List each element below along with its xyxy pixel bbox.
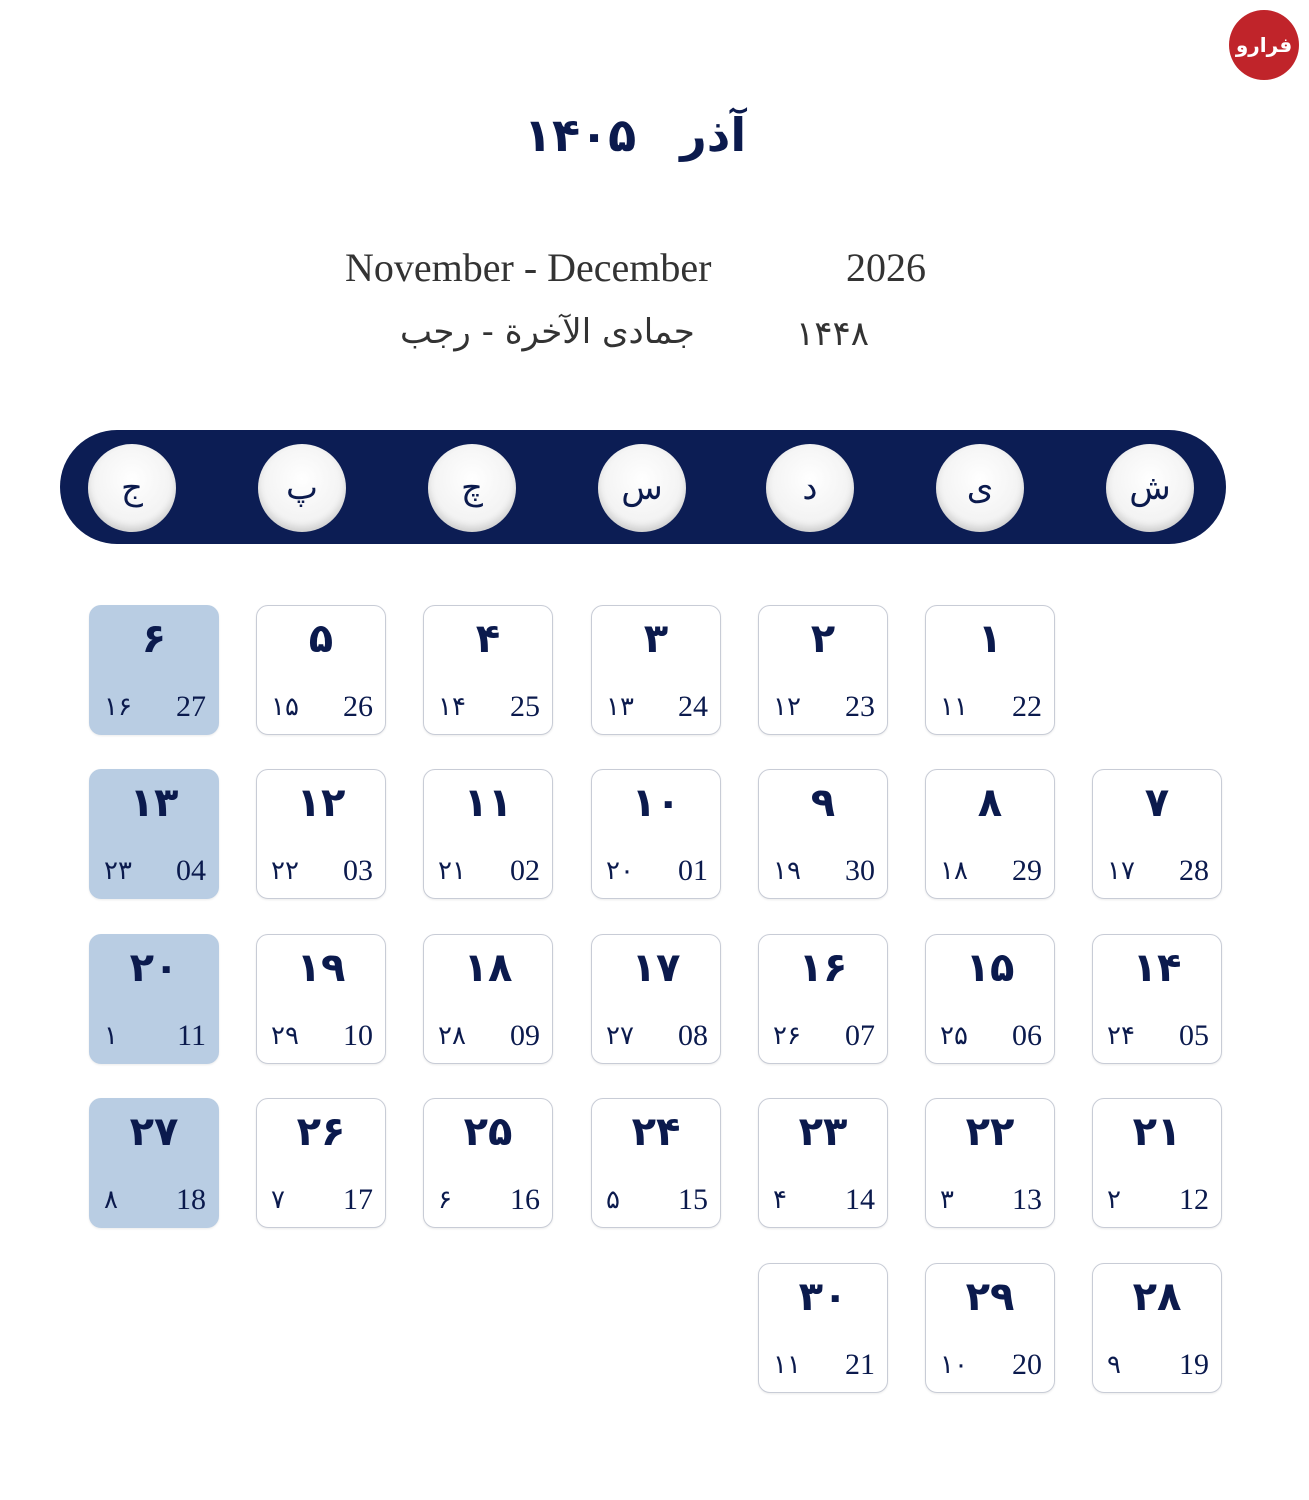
hijri-day-number: ۱۵ <box>271 692 299 722</box>
day-cell[interactable] <box>423 769 553 899</box>
solar-day-number: ۱۳ <box>129 780 179 826</box>
solar-day-number: ۲ <box>810 616 836 662</box>
solar-day-number: ۱۶ <box>798 945 848 991</box>
gregorian-months: November - December <box>345 245 712 290</box>
hijri-day-number: ۲ <box>1107 1185 1121 1215</box>
day-cell[interactable] <box>925 769 1055 899</box>
solar-day-number: ۱۸ <box>463 945 513 991</box>
day-cell[interactable] <box>423 1098 553 1228</box>
solar-day-number: ۲۱ <box>1132 1109 1182 1155</box>
solar-day-number: ۳۰ <box>798 1274 848 1320</box>
solar-day-number: ۲۳ <box>798 1109 848 1155</box>
gregorian-day-number: 04 <box>176 854 206 887</box>
solar-day-number: ۳ <box>643 616 669 662</box>
gregorian-day-number: 27 <box>176 690 206 723</box>
weekday-wednesday: چ <box>428 444 516 532</box>
day-cell[interactable] <box>256 769 386 899</box>
hijri-day-number: ۲۳ <box>104 856 132 886</box>
solar-day-number: ۱ <box>977 616 1003 662</box>
gregorian-day-number: 10 <box>343 1019 373 1052</box>
day-cell[interactable] <box>1092 934 1222 1064</box>
weekday-sunday: ی <box>936 444 1024 532</box>
hijri-day-number: ۱۰ <box>940 1350 968 1380</box>
day-cell[interactable] <box>89 934 219 1064</box>
solar-day-number: ۸ <box>977 780 1003 826</box>
hijri-day-number: ۷ <box>271 1185 285 1215</box>
hijri-day-number: ۱۲ <box>773 692 801 722</box>
day-cell[interactable] <box>925 934 1055 1064</box>
gregorian-day-number: 29 <box>1012 854 1042 887</box>
gregorian-day-number: 11 <box>177 1019 206 1052</box>
solar-day-number: ۷ <box>1144 780 1170 826</box>
weekday-bar <box>60 430 1226 544</box>
solar-day-number: ۱۴ <box>1132 945 1182 991</box>
gregorian-day-number: 22 <box>1012 690 1042 723</box>
solar-day-number: ۶ <box>141 616 167 662</box>
day-cell[interactable] <box>256 1098 386 1228</box>
gregorian-day-number: 24 <box>678 690 708 723</box>
solar-day-number: ۲۶ <box>296 1109 346 1155</box>
solar-day-number: ۲۴ <box>631 1109 681 1155</box>
solar-day-number: ۹ <box>810 780 836 826</box>
hijri-day-number: ۱۸ <box>940 856 968 886</box>
weekday-thursday: پ <box>258 444 346 532</box>
gregorian-day-number: 19 <box>1179 1348 1209 1381</box>
day-cell[interactable] <box>89 769 219 899</box>
hijri-months: جمادی الآخرة - رجب <box>400 312 695 352</box>
hijri-day-number: ۴ <box>773 1185 787 1215</box>
day-cell[interactable] <box>256 934 386 1064</box>
day-cell[interactable] <box>591 1098 721 1228</box>
gregorian-day-number: 08 <box>678 1019 708 1052</box>
gregorian-day-number: 05 <box>1179 1019 1209 1052</box>
gregorian-day-number: 06 <box>1012 1019 1042 1052</box>
gregorian-day-number: 01 <box>678 854 708 887</box>
gregorian-year: 2026 <box>846 245 926 290</box>
gregorian-day-number: 25 <box>510 690 540 723</box>
day-cell[interactable] <box>591 605 721 735</box>
solar-day-number: ۱۰ <box>631 780 681 826</box>
gregorian-day-number: 15 <box>678 1183 708 1216</box>
solar-day-number: ۱۹ <box>296 945 346 991</box>
gregorian-day-number: 07 <box>845 1019 875 1052</box>
brand-logo-text: فرارو <box>1235 33 1293 57</box>
gregorian-day-number: 02 <box>510 854 540 887</box>
gregorian-day-number: 12 <box>1179 1183 1209 1216</box>
gregorian-day-number: 26 <box>343 690 373 723</box>
hijri-day-number: ۱۴ <box>438 692 466 722</box>
solar-day-number: ۵ <box>308 616 334 662</box>
weekday-friday: ج <box>88 444 176 532</box>
day-cell[interactable] <box>758 934 888 1064</box>
gregorian-day-number: 03 <box>343 854 373 887</box>
month-name: آذر <box>680 108 747 162</box>
hijri-day-number: ۱۳ <box>606 692 634 722</box>
hijri-day-number: ۳ <box>940 1185 954 1215</box>
hijri-day-number: ۵ <box>606 1185 620 1215</box>
hijri-day-number: ۱ <box>104 1021 118 1051</box>
hijri-day-number: ۶ <box>438 1185 452 1215</box>
day-cell[interactable] <box>758 605 888 735</box>
gregorian-day-number: 21 <box>845 1348 875 1381</box>
hijri-day-number: ۲۶ <box>773 1021 801 1051</box>
hijri-day-number: ۲۰ <box>606 856 634 886</box>
gregorian-day-number: 17 <box>343 1183 373 1216</box>
gregorian-day-number: 14 <box>845 1183 875 1216</box>
day-cell[interactable] <box>256 605 386 735</box>
hijri-day-number: ۱۷ <box>1107 856 1135 886</box>
hijri-day-number: ۸ <box>104 1185 118 1215</box>
hijri-day-number: ۲۲ <box>271 856 299 886</box>
day-cell[interactable] <box>758 1263 888 1393</box>
gregorian-day-number: 16 <box>510 1183 540 1216</box>
hijri-day-number: ۱۱ <box>773 1350 801 1380</box>
gregorian-day-number: 09 <box>510 1019 540 1052</box>
hijri-day-number: ۲۷ <box>606 1021 634 1051</box>
hijri-day-number: ۹ <box>1107 1350 1121 1380</box>
day-cell[interactable] <box>89 1098 219 1228</box>
day-cell[interactable] <box>925 1098 1055 1228</box>
solar-day-number: ۴ <box>475 616 501 662</box>
day-cell[interactable] <box>1092 1098 1222 1228</box>
weekday-saturday: ش <box>1106 444 1194 532</box>
day-cell[interactable] <box>1092 1263 1222 1393</box>
gregorian-day-number: 20 <box>1012 1348 1042 1381</box>
hijri-year: ۱۴۴۸ <box>796 314 870 354</box>
day-cell[interactable] <box>591 934 721 1064</box>
day-cell[interactable] <box>89 605 219 735</box>
day-cell[interactable] <box>925 1263 1055 1393</box>
solar-day-number: ۲۷ <box>129 1109 179 1155</box>
hijri-day-number: ۲۸ <box>438 1021 466 1051</box>
day-cell[interactable] <box>1092 769 1222 899</box>
solar-day-number: ۱۱ <box>463 780 513 826</box>
solar-day-number: ۱۲ <box>296 780 346 826</box>
brand-logo[interactable] <box>1229 10 1299 80</box>
day-cell[interactable] <box>758 769 888 899</box>
hijri-day-number: ۲۵ <box>940 1021 968 1051</box>
day-cell[interactable] <box>423 934 553 1064</box>
hijri-day-number: ۲۴ <box>1107 1021 1135 1051</box>
solar-day-number: ۱۷ <box>631 945 681 991</box>
gregorian-day-number: 23 <box>845 690 875 723</box>
page-title <box>0 108 1270 162</box>
day-cell[interactable] <box>758 1098 888 1228</box>
gregorian-day-number: 18 <box>176 1183 206 1216</box>
hijri-day-number: ۲۹ <box>271 1021 299 1051</box>
hijri-day-number: ۱۹ <box>773 856 801 886</box>
hijri-day-number: ۲۱ <box>438 856 466 886</box>
solar-year: ۱۴۰۵ <box>523 108 637 162</box>
hijri-day-number: ۱۶ <box>104 692 132 722</box>
gregorian-day-number: 28 <box>1179 854 1209 887</box>
solar-day-number: ۱۵ <box>965 945 1015 991</box>
solar-day-number: ۲۵ <box>463 1109 513 1155</box>
solar-day-number: ۲۲ <box>965 1109 1015 1155</box>
gregorian-day-number: 13 <box>1012 1183 1042 1216</box>
solar-day-number: ۲۰ <box>129 945 179 991</box>
weekday-monday: د <box>766 444 854 532</box>
solar-day-number: ۲۸ <box>1132 1274 1182 1320</box>
gregorian-day-number: 30 <box>845 854 875 887</box>
day-cell[interactable] <box>591 769 721 899</box>
solar-day-number: ۲۹ <box>965 1274 1015 1320</box>
weekday-tuesday: س <box>598 444 686 532</box>
hijri-day-number: ۱۱ <box>940 692 968 722</box>
day-cell[interactable] <box>925 605 1055 735</box>
day-cell[interactable] <box>423 605 553 735</box>
